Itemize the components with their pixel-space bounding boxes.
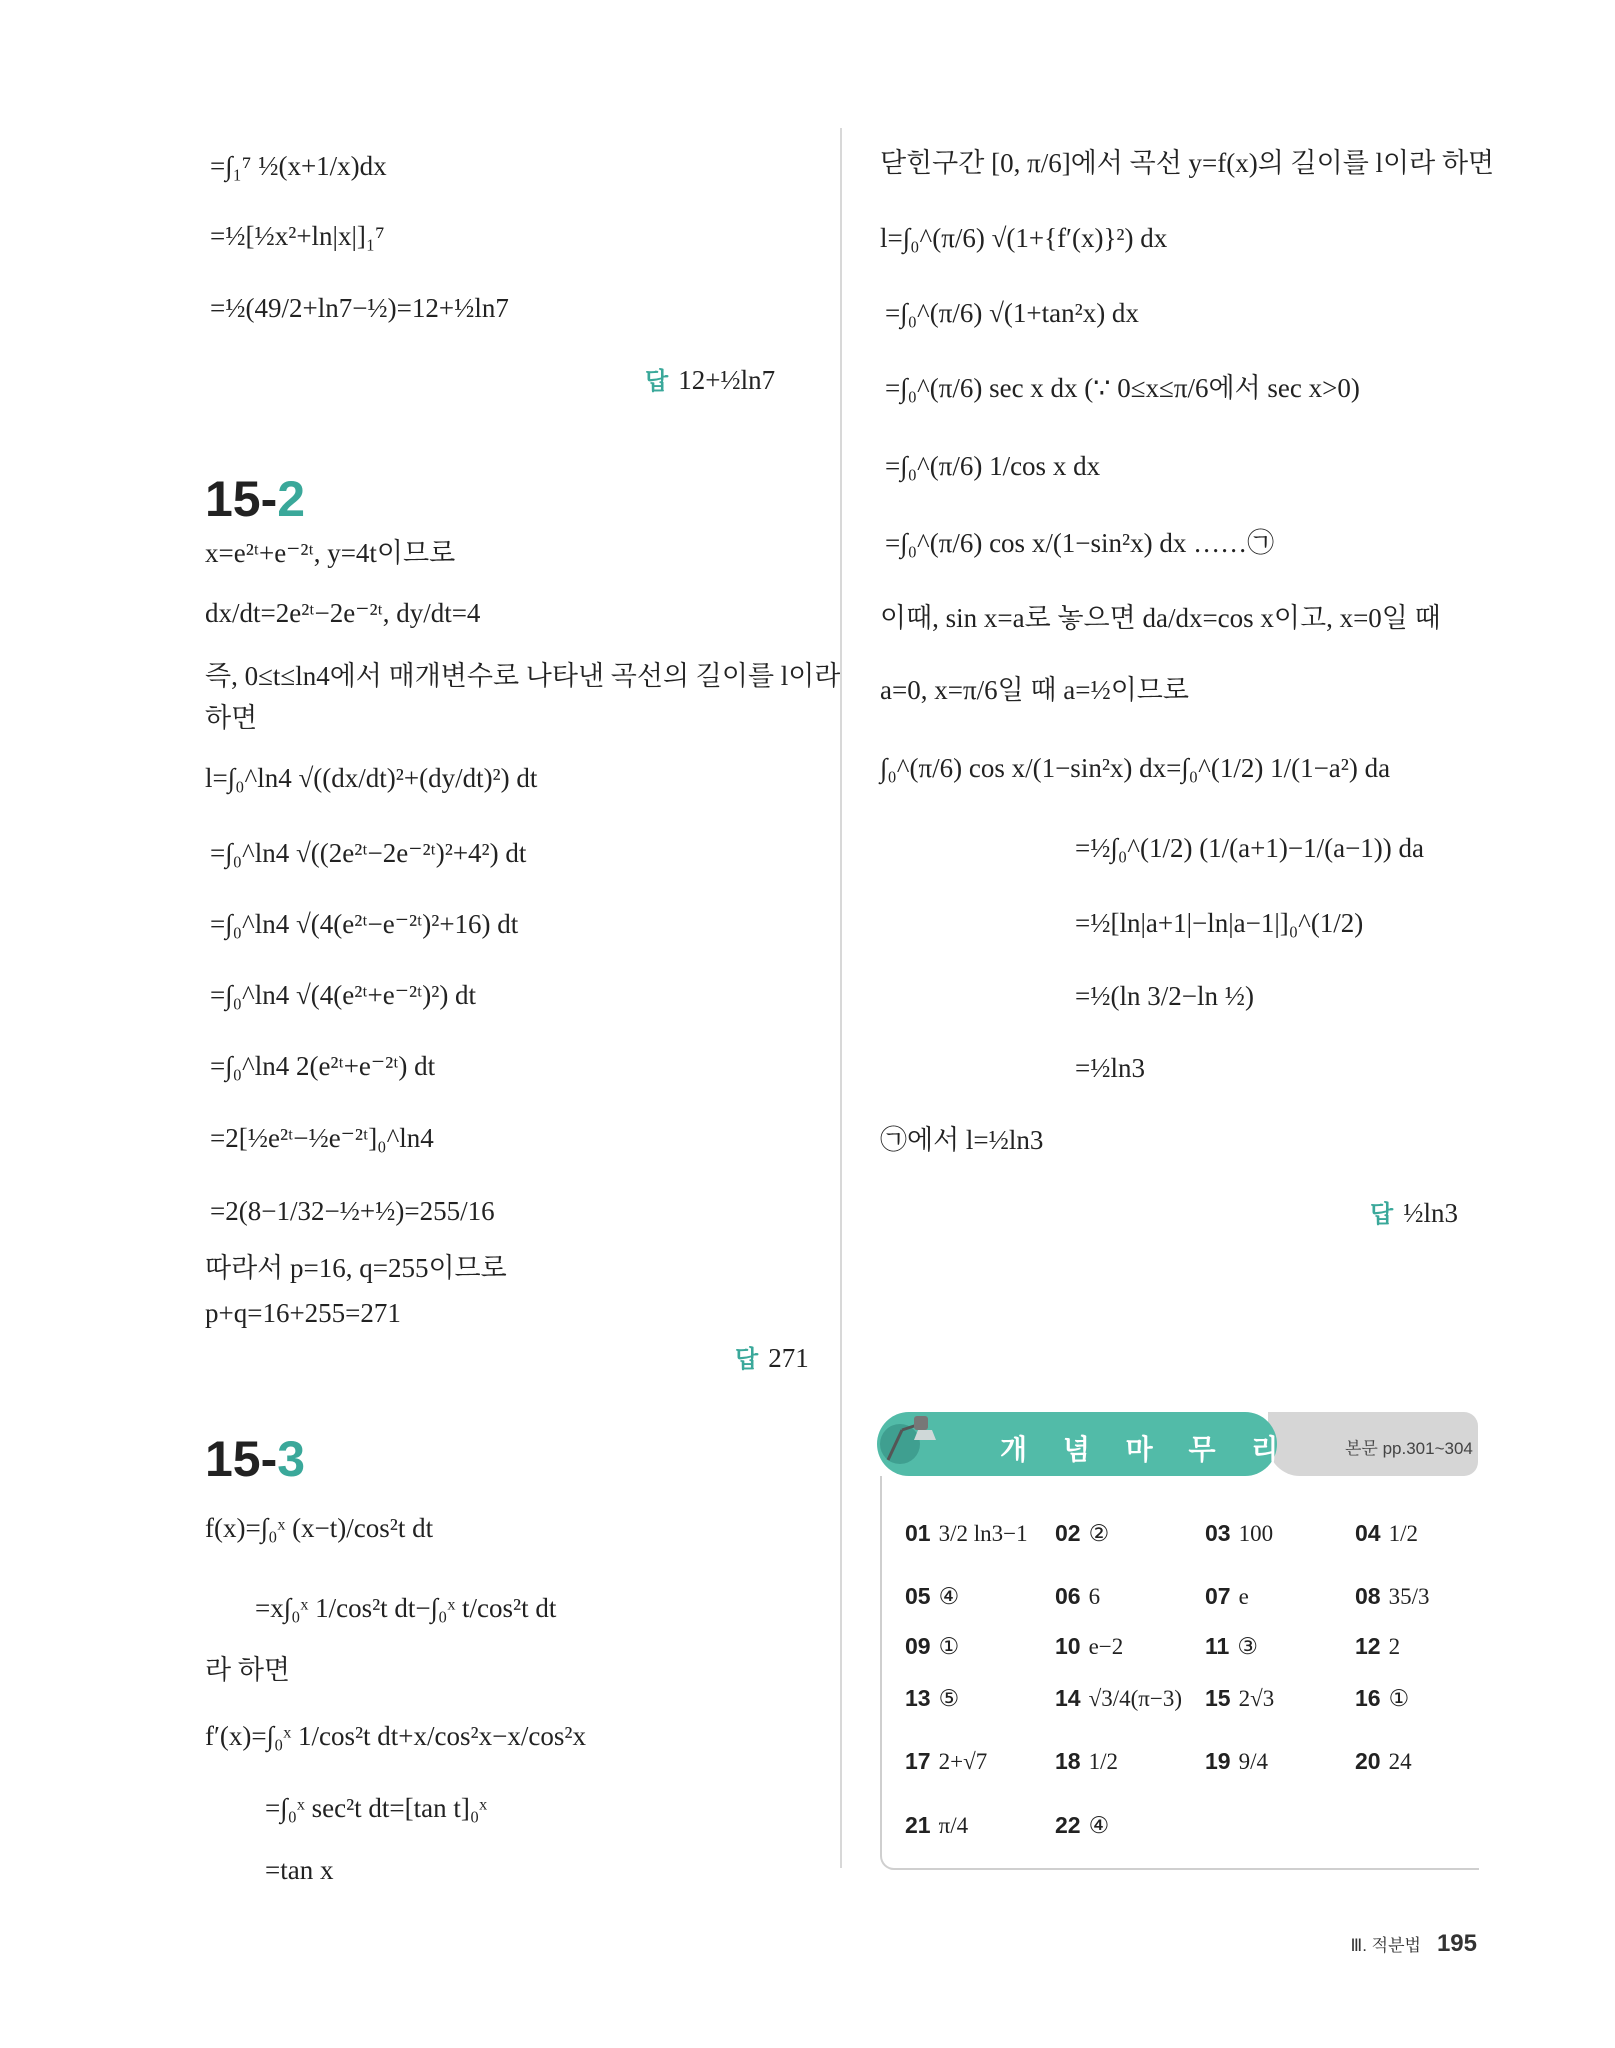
answer-item-value: e−2 [1088, 1634, 1124, 1659]
answer-item [1205, 1685, 1274, 1712]
answer-item [905, 1583, 959, 1610]
section-title-15-3 [205, 1430, 305, 1488]
s2-line-4: 하면 [205, 703, 258, 733]
left-top-line-2: =½[½x²+ln|x|]₁⁷ [210, 221, 385, 251]
answer-item [1355, 1685, 1409, 1712]
answer-item-value: 1/2 [1088, 1749, 1118, 1774]
answer-item-number: 05 [905, 1583, 931, 1609]
r-line-1: 닫힌구간 [0, π/6]에서 곡선 y=f(x)의 길이를 l이라 하면 [880, 148, 1495, 178]
r-line-7: 이때, sin x=a로 놓으면 da/dx=cos x이고, x=0일 때 [880, 603, 1441, 633]
r-line-3: =∫₀^(π/6) √(1+tan²x) dx [885, 298, 1139, 328]
answer-item-number: 09 [905, 1633, 931, 1659]
s2-line-10: =2[½e²ᵗ−½e⁻²ᵗ]₀^ln4 [210, 1123, 434, 1153]
answer-item-number: 20 [1355, 1748, 1381, 1774]
answer-item-value: ③ [1237, 1634, 1258, 1659]
s2-line-8: =∫₀^ln4 √(4(e²ᵗ+e⁻²ᵗ)²) dt [210, 980, 477, 1010]
answer-item-number: 15 [1205, 1685, 1231, 1711]
section-subnumber: 3 [277, 1431, 306, 1487]
left-top-line-1: =∫₁⁷ ½(x+1/x)dx [210, 151, 387, 181]
section-number: 15- [205, 471, 278, 527]
answer-item [1205, 1520, 1273, 1547]
answer-item [905, 1748, 987, 1775]
section-subnumber: 2 [277, 471, 306, 527]
r-line-14: ㉠에서 l=½ln3 [880, 1125, 1044, 1155]
answer-item-number: 02 [1055, 1520, 1081, 1546]
s3-line-4: f′(x)=∫₀ˣ 1/cos²t dt+x/cos²x−x/cos²x [205, 1721, 586, 1751]
answer-item [1355, 1748, 1412, 1775]
answer-item-number: 10 [1055, 1633, 1081, 1659]
answer-item-value: 2√3 [1238, 1686, 1275, 1711]
lamp-icon [880, 1410, 938, 1478]
s3-line-5: =∫₀ˣ sec²t dt=[tan t]₀ˣ [265, 1793, 488, 1823]
answer-item-number: 19 [1205, 1748, 1231, 1774]
answer-item [1205, 1748, 1268, 1775]
answer-item-number: 08 [1355, 1583, 1381, 1609]
answer-item-value: 6 [1088, 1584, 1101, 1609]
s2-line-3: 즉, 0≤t≤ln4에서 매개변수로 나타낸 곡선의 길이를 l이라 [205, 661, 841, 691]
left-top-line-3: =½(49/2+ln7−½)=12+½ln7 [210, 293, 509, 323]
answer-item [1355, 1583, 1429, 1610]
s2-line-6: =∫₀^ln4 √((2e²ᵗ−2e⁻²ᵗ)²+4²) dt [210, 838, 527, 868]
answer-item-value: ② [1088, 1521, 1110, 1546]
answer-item-value: ④ [1088, 1813, 1110, 1838]
answer-item-number: 12 [1355, 1633, 1381, 1659]
answer-value: 271 [768, 1343, 809, 1373]
answer-item [905, 1812, 968, 1839]
answer-item-value: 2+√7 [938, 1749, 988, 1774]
answer-item [1055, 1685, 1182, 1712]
summary-reference: 본문 pp.301~304 [1345, 1439, 1473, 1458]
column-divider [840, 128, 842, 1868]
r-line-13: =½ln3 [1075, 1053, 1145, 1083]
answer-item [1205, 1583, 1249, 1610]
answer-item-number: 18 [1055, 1748, 1081, 1774]
answer-item [1055, 1633, 1123, 1660]
answer-item [1055, 1583, 1100, 1610]
answer-item [1355, 1520, 1418, 1547]
answer-item-number: 17 [905, 1748, 931, 1774]
answer-item [1205, 1633, 1258, 1660]
answer-item-value: ① [1388, 1686, 1410, 1711]
s2-line-7: =∫₀^ln4 √(4(e²ᵗ−e⁻²ᵗ)²+16) dt [210, 909, 519, 939]
answer-item-value: ④ [938, 1584, 960, 1609]
answer-tag: 답 [735, 1346, 759, 1373]
r-line-12: =½(ln 3/2−ln ½) [1075, 981, 1254, 1011]
answer-item-value: ⑤ [938, 1686, 960, 1711]
answer-item-number: 07 [1205, 1583, 1231, 1609]
answer-value: ½ln3 [1403, 1198, 1458, 1228]
summary-title: 개 념 마 무 리 [1000, 1434, 1293, 1465]
page-footer [1351, 1930, 1477, 1958]
answer-item [905, 1520, 1028, 1547]
answer-item-value: √3/4(π−3) [1088, 1686, 1183, 1711]
s3-line-1: f(x)=∫₀ˣ (x−t)/cos²t dt [205, 1513, 434, 1543]
s2-line-1: x=e²ᵗ+e⁻²ᵗ, y=4t이므로 [205, 538, 456, 568]
answer-item-value: e [1238, 1584, 1249, 1609]
answer-item-number: 22 [1055, 1812, 1081, 1838]
answer-3 [1370, 1195, 1458, 1233]
r-line-6: =∫₀^(π/6) cos x/(1−sin²x) dx ……㉠ [885, 528, 1275, 558]
r-line-10: =½∫₀^(1/2) (1/(a+1)−1/(a−1)) da [1075, 833, 1425, 863]
answer-item-number: 14 [1055, 1685, 1081, 1711]
r-line-4: =∫₀^(π/6) sec x dx (∵ 0≤x≤π/6에서 sec x>0) [885, 373, 1360, 403]
answer-item-value: 35/3 [1388, 1584, 1430, 1609]
answer-tag: 답 [1370, 1201, 1394, 1228]
answer-item-number: 11 [1205, 1633, 1230, 1659]
page-number: 195 [1436, 1930, 1477, 1957]
answer-item-number: 21 [905, 1812, 931, 1838]
answer-value: 12+½ln7 [678, 365, 776, 395]
answer-item [905, 1685, 959, 1712]
s3-line-3: 라 하면 [205, 1655, 290, 1685]
chapter-label: Ⅲ. 적분법 [1350, 1936, 1421, 1955]
answer-item-value: 1/2 [1388, 1521, 1418, 1546]
answer-item-value: ① [938, 1634, 960, 1659]
answer-item [905, 1633, 959, 1660]
answer-item [1055, 1520, 1109, 1547]
answer-item-number: 04 [1355, 1520, 1381, 1546]
answer-item-value: 100 [1238, 1521, 1274, 1546]
answer-item-number: 01 [905, 1520, 931, 1546]
answer-item-number: 16 [1355, 1685, 1381, 1711]
section-number: 15- [205, 1431, 278, 1487]
s2-line-12: 따라서 p=16, q=255이므로 [205, 1253, 507, 1283]
s3-line-2: =x∫₀ˣ 1/cos²t dt−∫₀ˣ t/cos²t dt [255, 1593, 557, 1623]
r-line-5: =∫₀^(π/6) 1/cos x dx [885, 451, 1101, 481]
answer-item [1055, 1748, 1118, 1775]
answer-item-value: 2 [1388, 1634, 1401, 1659]
answer-item [1355, 1633, 1400, 1660]
section-title-15-2 [205, 470, 305, 528]
answer-item-value: 9/4 [1238, 1749, 1268, 1774]
r-line-9: ∫₀^(π/6) cos x/(1−sin²x) dx=∫₀^(1/2) 1/(1−a²) da [880, 753, 1391, 783]
s2-line-11: =2(8−1/32−½+½)=255/16 [210, 1196, 495, 1226]
answer-2 [735, 1340, 809, 1378]
answer-1 [645, 362, 775, 400]
r-line-11: =½[ln|a+1|−ln|a−1|]₀^(1/2) [1075, 908, 1364, 938]
answer-item-value: π/4 [938, 1813, 969, 1838]
answer-item-number: 06 [1055, 1583, 1081, 1609]
answer-item-number: 03 [1205, 1520, 1231, 1546]
answer-tag: 답 [645, 368, 669, 395]
r-line-8: a=0, x=π/6일 때 a=½이므로 [880, 675, 1189, 705]
answer-item [1055, 1812, 1109, 1839]
answer-item-value: 24 [1388, 1749, 1412, 1774]
answer-item-value: 3/2 ln3−1 [938, 1521, 1028, 1546]
s2-line-13: p+q=16+255=271 [205, 1298, 401, 1328]
s3-line-6: =tan x [265, 1855, 334, 1885]
s2-line-2: dx/dt=2e²ᵗ−2e⁻²ᵗ, dy/dt=4 [205, 598, 481, 628]
s2-line-5: l=∫₀^ln4 √((dx/dt)²+(dy/dt)²) dt [205, 763, 538, 793]
r-line-2: l=∫₀^(π/6) √(1+{f′(x)}²) dx [880, 223, 1168, 253]
s2-line-9: =∫₀^ln4 2(e²ᵗ+e⁻²ᵗ) dt [210, 1051, 436, 1081]
answer-item-number: 13 [905, 1685, 931, 1711]
